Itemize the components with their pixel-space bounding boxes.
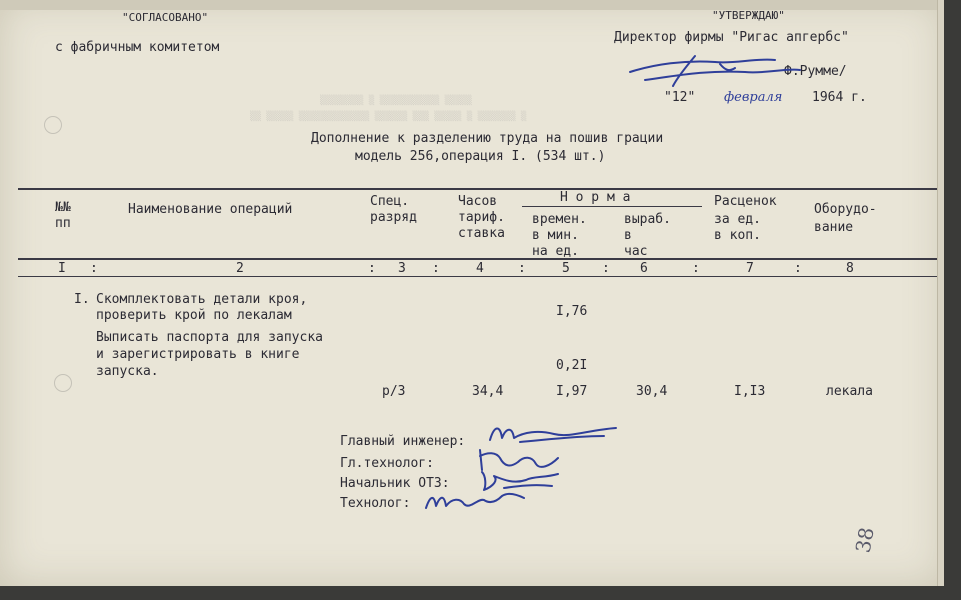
signature-role: Технолог:	[340, 496, 411, 511]
column-separator: :	[432, 261, 440, 276]
column-number: 3	[398, 261, 406, 276]
header-time: времен.	[532, 212, 587, 227]
punch-hole-mark	[44, 116, 62, 134]
header-equipment: вание	[814, 220, 854, 235]
column-number: 2	[236, 261, 244, 276]
column-separator: :	[692, 261, 700, 276]
header-price: в коп.	[714, 228, 761, 243]
header-num: №№	[55, 200, 71, 215]
signature-role: Гл.технолог:	[340, 456, 434, 471]
rate-value: 34,4	[472, 384, 504, 399]
signature-role: Начальник ОТЗ:	[340, 476, 450, 491]
operation-line: и зарегистрировать в книге	[96, 347, 300, 362]
header-norm: Н о р м а	[560, 190, 631, 205]
operation-line: Выписать паспорта для запуска	[96, 330, 323, 345]
director-signature	[625, 50, 805, 90]
norm-rule	[522, 206, 702, 207]
header-rate: тариф.	[458, 210, 505, 225]
column-separator: :	[602, 261, 610, 276]
operation-line: Скомплектовать детали кроя,	[96, 292, 308, 307]
header-price: Расценок	[714, 194, 777, 209]
margin-note: 38	[850, 525, 879, 555]
column-separator: :	[518, 261, 526, 276]
operation-time: 0,2I	[556, 358, 588, 373]
approved-stamp: "УТВЕРЖДАЮ"	[712, 9, 785, 22]
technologist-signature	[420, 484, 530, 516]
agreed-stamp: "СОГЛАСОВАНО"	[122, 11, 209, 24]
header-time: на ед.	[532, 244, 579, 259]
header-equipment: Оборудо-	[814, 202, 877, 217]
director-name: Ф.Румме/	[784, 64, 847, 79]
chief-engineer-signature	[484, 418, 624, 448]
agreed-with: с фабричным комитетом	[55, 40, 220, 55]
column-number: 4	[476, 261, 484, 276]
header-price: за ед.	[714, 212, 761, 227]
header-num: пп	[55, 216, 71, 231]
date-month: февраля	[724, 90, 783, 105]
signature-role: Главный инженер:	[340, 434, 466, 449]
column-number: 7	[746, 261, 754, 276]
header-output: час	[624, 244, 648, 259]
grade-value: р/3	[382, 384, 406, 399]
date-day: "12"	[664, 90, 696, 105]
header-output: выраб.	[624, 212, 671, 227]
header-rate: ставка	[458, 226, 505, 241]
operation-time: I,76	[556, 304, 588, 319]
bleed-through-text: ▒▒ ▒▒▒▒▒ ▒▒▒▒▒▒▒▒▒▒▒▒▒ ▒▒▒▒▒▒ ▒▒▒ ▒▒▒▒▒ ▒ ▒▒▒▒▒▒▒ ▒	[250, 112, 527, 122]
row-number: I.	[74, 292, 90, 307]
date-year: 1964 г.	[812, 90, 867, 105]
column-number: 5	[562, 261, 570, 276]
price-value: I,I3	[734, 384, 766, 399]
document-title: Дополнение к разделению труда на пошив грации	[311, 131, 664, 146]
header-rate: Часов	[458, 194, 498, 209]
output-value: 30,4	[636, 384, 668, 399]
column-separator: :	[90, 261, 98, 276]
column-number: 6	[640, 261, 648, 276]
total-time-value: I,97	[556, 384, 588, 399]
header-bottom-rule	[18, 258, 940, 260]
header-name: Наименование операций	[128, 202, 293, 217]
document-subtitle: модель 256,операция I. (534 шт.)	[355, 149, 606, 164]
bleed-through-text: ▒▒▒▒▒▒▒▒ ▒ ▒▒▒▒▒▒▒▒▒▒▒ ▒▒▒▒▒	[320, 96, 472, 106]
director-line: Директор фирмы "Ригас апгербс"	[614, 30, 849, 45]
header-time: в мин.	[532, 228, 579, 243]
column-separator: :	[368, 261, 376, 276]
header-grade: разряд	[370, 210, 417, 225]
header-output: в	[624, 228, 632, 243]
paper-top-edge	[0, 0, 944, 10]
column-separator: :	[794, 261, 802, 276]
operation-line: проверить крой по лекалам	[96, 308, 292, 323]
column-number: I	[58, 261, 66, 276]
header-grade: Спец.	[370, 194, 410, 209]
equipment-value: лекала	[826, 384, 873, 399]
column-number: 8	[846, 261, 854, 276]
table-top-rule	[18, 188, 940, 190]
operation-line: запуска.	[96, 364, 159, 379]
punch-hole-mark	[54, 374, 72, 392]
